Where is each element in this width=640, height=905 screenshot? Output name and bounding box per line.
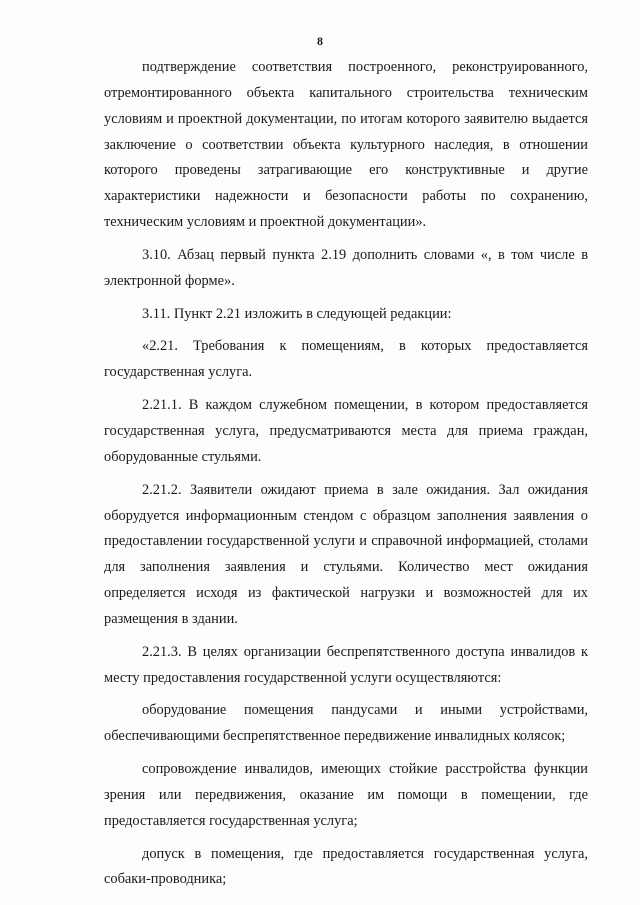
document-body [104,55,588,893]
list-item-escort: сопровождение инвалидов, имеющих стойкие расстройства функции зрения или передвижения, оказание им помощи в помещении, где предоставляется государственная услуга; [104,761,588,829]
paragraph-2-21: «2.21. Требования к помещениям, в которых предоставляется государственная услуга. [104,338,588,381]
page-number: 8 [317,34,323,48]
paragraph-2-21-1: 2.21.1. В каждом служебном помещении, в котором предоставляется государственная услуга, предусматриваются места для приема граждан, оборудованные стульями. [104,397,588,465]
list-item-ramps: оборудование помещения пандусами и иными устройствами, обеспечивающими беспрепятственное передвижение инвалидных колясок; [104,702,588,745]
paragraph-3-10: 3.10. Абзац первый пункта 2.19 дополнить словами «, в том числе в электронной форме». [104,246,588,289]
list-item-guide-dog: допуск в помещения, где предоставляется государственная услуга, собаки-проводника; [104,845,588,888]
paragraph-2-21-2: 2.21.2. Заявители ожидают приема в зале ожидания. Зал ожидания оборудуется информационным стендом с образцом заполнения заявления о предоставлении государственной услуги и справочной информацией, столами для заполнения заявления и стульями. Количество мест ожидания определяется исходя из фактической нагрузки и возможностей для их размещения в здании. [104,481,588,627]
paragraph-2-21-3: 2.21.3. В целях организации беспрепятственного доступа инвалидов к месту предоставления государственной услуги осуществляются: [104,643,588,686]
paragraph-inspection-conclusion: подтверждение соответствия построенного, реконструированного, отремонтированного объекта капитального строительства техническим условиям и проектной документации, по итогам которого заявителю выдается заключение о соответствии объекта культурного наследия, в отношении которого проведены затрагивающие его конструктивные и другие характеристики надежности и безопасности работы по сохранению, техническим условиям и проектной документации». [104,59,588,231]
paragraph-3-11: 3.11. Пункт 2.21 изложить в следующей редакции: [142,305,452,322]
